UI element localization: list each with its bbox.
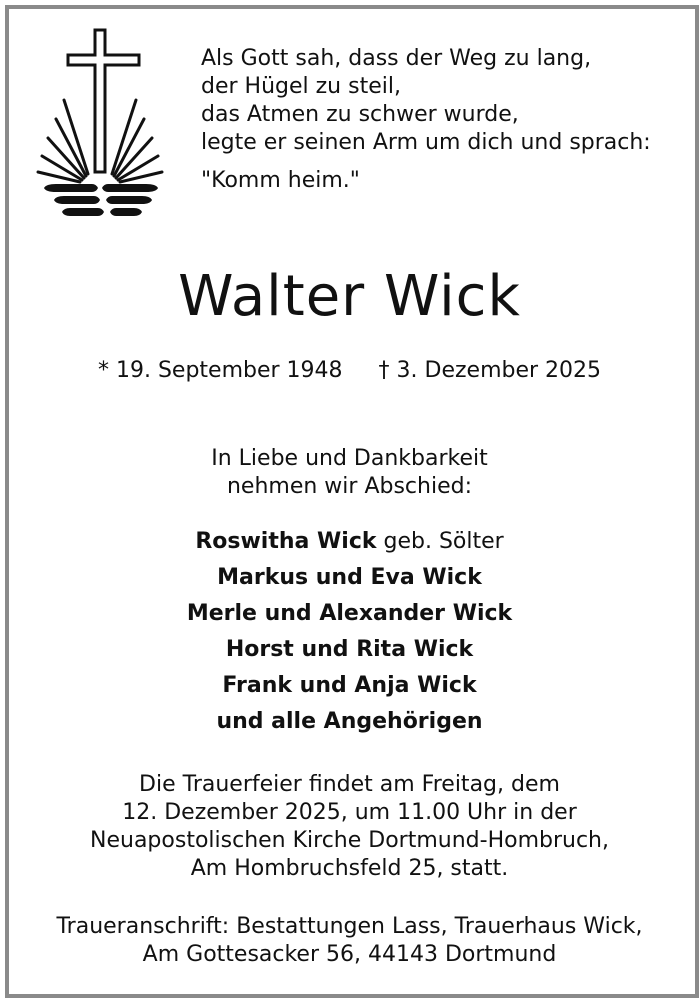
mourner-row xyxy=(0,560,699,596)
mourner-row xyxy=(0,704,699,740)
mourner-row xyxy=(0,596,699,632)
poem-line: das Atmen zu schwer wurde, xyxy=(201,102,519,127)
funeral-line: 12. Dezember 2025, um 11.00 Uhr in der xyxy=(122,800,577,825)
funeral-line: Neuapostolischen Kirche Dortmund-Hombruch, xyxy=(90,828,609,853)
deceased-name: Walter Wick xyxy=(178,264,521,329)
mourner-row xyxy=(0,668,699,704)
mourner-name: und alle Angehörigen xyxy=(216,709,483,734)
mourner-name: Roswitha Wick xyxy=(195,529,377,554)
mourner-suffix: geb. Sölter xyxy=(376,529,504,554)
mourner-row xyxy=(0,524,699,560)
intro-line: nehmen wir Abschied: xyxy=(226,474,472,499)
intro-line: In Liebe und Dankbarkeit xyxy=(211,446,488,471)
funeral-line: Die Trauerfeier findet am Freitag, dem xyxy=(139,772,560,797)
poem-line: Als Gott sah, dass der Weg zu lang, xyxy=(201,46,592,71)
mourning-address xyxy=(0,913,699,969)
poem-quote: "Komm heim." xyxy=(201,168,360,193)
mourner-row xyxy=(0,632,699,668)
mourner-name: Markus und Eva Wick xyxy=(217,565,482,590)
mourner-name: Merle und Alexander Wick xyxy=(186,601,513,626)
cross-sunrise-icon xyxy=(30,22,180,217)
life-dates xyxy=(0,356,699,386)
address-line: Am Gottesacker 56, 44143 Dortmund xyxy=(142,942,557,967)
birth-date: * 19. September 1948 xyxy=(97,358,343,383)
poem xyxy=(201,45,681,195)
funeral-info xyxy=(0,771,699,883)
funeral-line: Am Hombruchsfeld 25, statt. xyxy=(190,856,509,881)
address-line: Traueranschrift: Bestattungen Lass, Trauerhaus Wick, xyxy=(56,914,643,939)
death-date: † 3. Dezember 2025 xyxy=(378,358,602,383)
farewell-intro xyxy=(0,445,699,501)
poem-line: der Hügel zu steil, xyxy=(201,74,401,99)
mourner-name: Horst und Rita Wick xyxy=(225,637,474,662)
poem-line: legte er seinen Arm um dich und sprach: xyxy=(201,130,651,155)
mourners-list xyxy=(0,524,699,740)
mourner-name: Frank und Anja Wick xyxy=(222,673,477,698)
